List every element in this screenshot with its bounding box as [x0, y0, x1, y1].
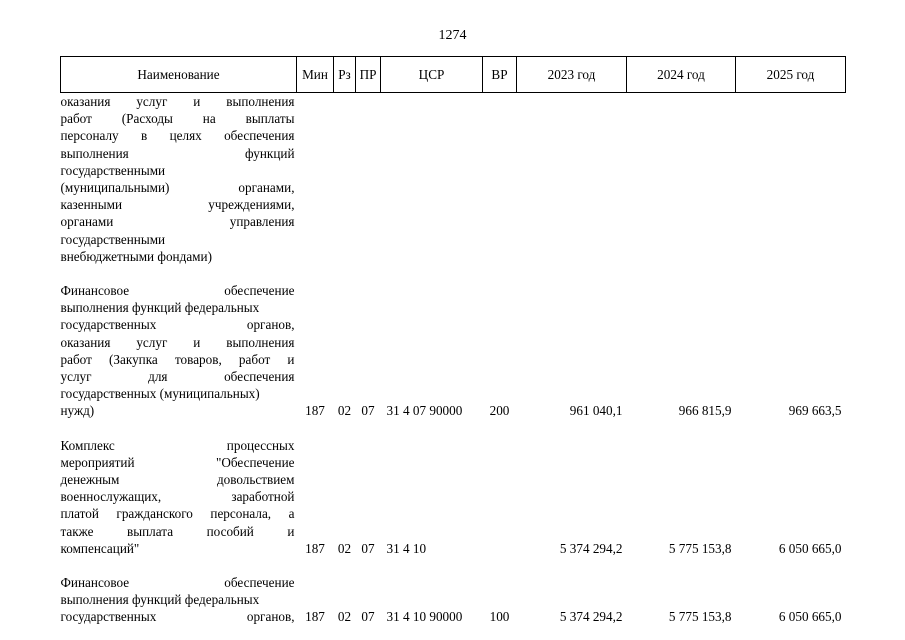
name-line: государственных (муниципальных)	[60, 386, 260, 402]
name-line: компенсаций"	[60, 540, 140, 556]
table-row	[61, 420, 846, 557]
cell-rz	[334, 93, 356, 266]
cell-2024: 5 775 153,8	[668, 609, 732, 625]
name-line: оказания услуг и выполнения	[60, 334, 295, 350]
cell-csr: 31 4 10 90000	[386, 609, 463, 625]
cell-min: 187	[305, 540, 325, 556]
cell-vr: 200	[489, 403, 510, 419]
name-line: работ (Расходы на выплаты	[60, 111, 295, 127]
table-row	[61, 557, 846, 626]
cell-2025: 6 050 665,0	[778, 609, 842, 625]
header-rz: Рз	[334, 57, 356, 93]
cell-vr	[483, 420, 517, 557]
cell-rz: 02	[337, 609, 352, 625]
cell-vr: 100	[489, 609, 510, 625]
name-line: оказания услуг и выполнения	[60, 94, 295, 109]
header-min: Мин	[297, 57, 334, 93]
header-csr: ЦСР	[381, 57, 483, 93]
cell-2023: 5 374 294,2	[559, 609, 623, 625]
cell-rz: 02	[337, 403, 352, 419]
row-name	[61, 93, 297, 266]
name-line: государственных органов,	[60, 317, 295, 333]
table-row	[61, 93, 846, 266]
cell-2025: 969 663,5	[788, 403, 842, 419]
header-2023: 2023 год	[517, 57, 627, 93]
cell-csr	[381, 93, 483, 266]
name-line: государственными	[60, 231, 166, 247]
cell-pr: 07	[361, 403, 375, 419]
cell-2023: 961 040,1	[569, 403, 623, 419]
cell-rz: 02	[337, 540, 352, 556]
header-pr: ПР	[356, 57, 381, 93]
name-line: Финансовое обеспечение	[60, 283, 295, 299]
header-2025: 2025 год	[736, 57, 846, 93]
name-line: органами управления	[60, 214, 295, 230]
row-name	[61, 420, 297, 557]
cell-min	[297, 93, 334, 266]
header-2024: 2024 год	[627, 57, 736, 93]
name-line: внебюджетными фондами)	[60, 248, 212, 264]
budget-table	[60, 56, 846, 626]
name-line: казенными учреждениями,	[60, 197, 295, 213]
table-body	[61, 93, 846, 626]
name-line: работ (Закупка товаров, работ и	[60, 351, 295, 367]
cell-2025: 6 050 665,0	[778, 540, 842, 556]
name-line: также выплата пособий и	[60, 523, 295, 539]
cell-vr	[483, 93, 517, 266]
cell-2023	[517, 93, 627, 266]
header-vr: ВР	[483, 57, 517, 93]
cell-min: 187	[305, 403, 325, 419]
name-line: услуг для обеспечения	[60, 369, 295, 385]
row-name	[61, 265, 297, 420]
name-line: Комплекс процессных	[60, 437, 295, 453]
page-number: 1274	[438, 28, 467, 43]
table-row	[61, 265, 846, 420]
name-line: государственных органов,	[60, 609, 295, 625]
cell-2025	[736, 93, 846, 266]
cell-2024	[627, 93, 736, 266]
name-line: нужд)	[60, 403, 95, 419]
name-line: государственными	[60, 162, 166, 178]
row-name	[61, 557, 297, 626]
cell-2024: 966 815,9	[678, 403, 732, 419]
name-line: Финансовое обеспечение	[60, 575, 295, 591]
name-line: выполнения функций федеральных	[60, 592, 260, 608]
name-line: мероприятий "Обеспечение	[60, 454, 295, 470]
name-line: выполнения функций федеральных	[60, 300, 260, 316]
cell-2023: 5 374 294,2	[559, 540, 623, 556]
cell-pr: 07	[361, 540, 375, 556]
cell-2024: 5 775 153,8	[668, 540, 732, 556]
table-header	[61, 57, 846, 93]
cell-csr: 31 4 10	[386, 540, 427, 556]
name-line: выполнения функций	[60, 145, 295, 161]
cell-min: 187	[305, 609, 325, 625]
cell-pr	[356, 93, 381, 266]
header-name: Наименование	[61, 57, 297, 93]
name-line: (муниципальными) органами,	[60, 180, 295, 196]
cell-csr: 31 4 07 90000	[386, 403, 463, 419]
name-line: платой гражданского персонала, а	[60, 506, 295, 522]
name-line: денежным довольствием	[60, 472, 295, 488]
cell-pr: 07	[361, 609, 375, 625]
name-line: военнослужащих, заработной	[60, 489, 295, 505]
name-line: персоналу в целях обеспечения	[60, 128, 295, 144]
